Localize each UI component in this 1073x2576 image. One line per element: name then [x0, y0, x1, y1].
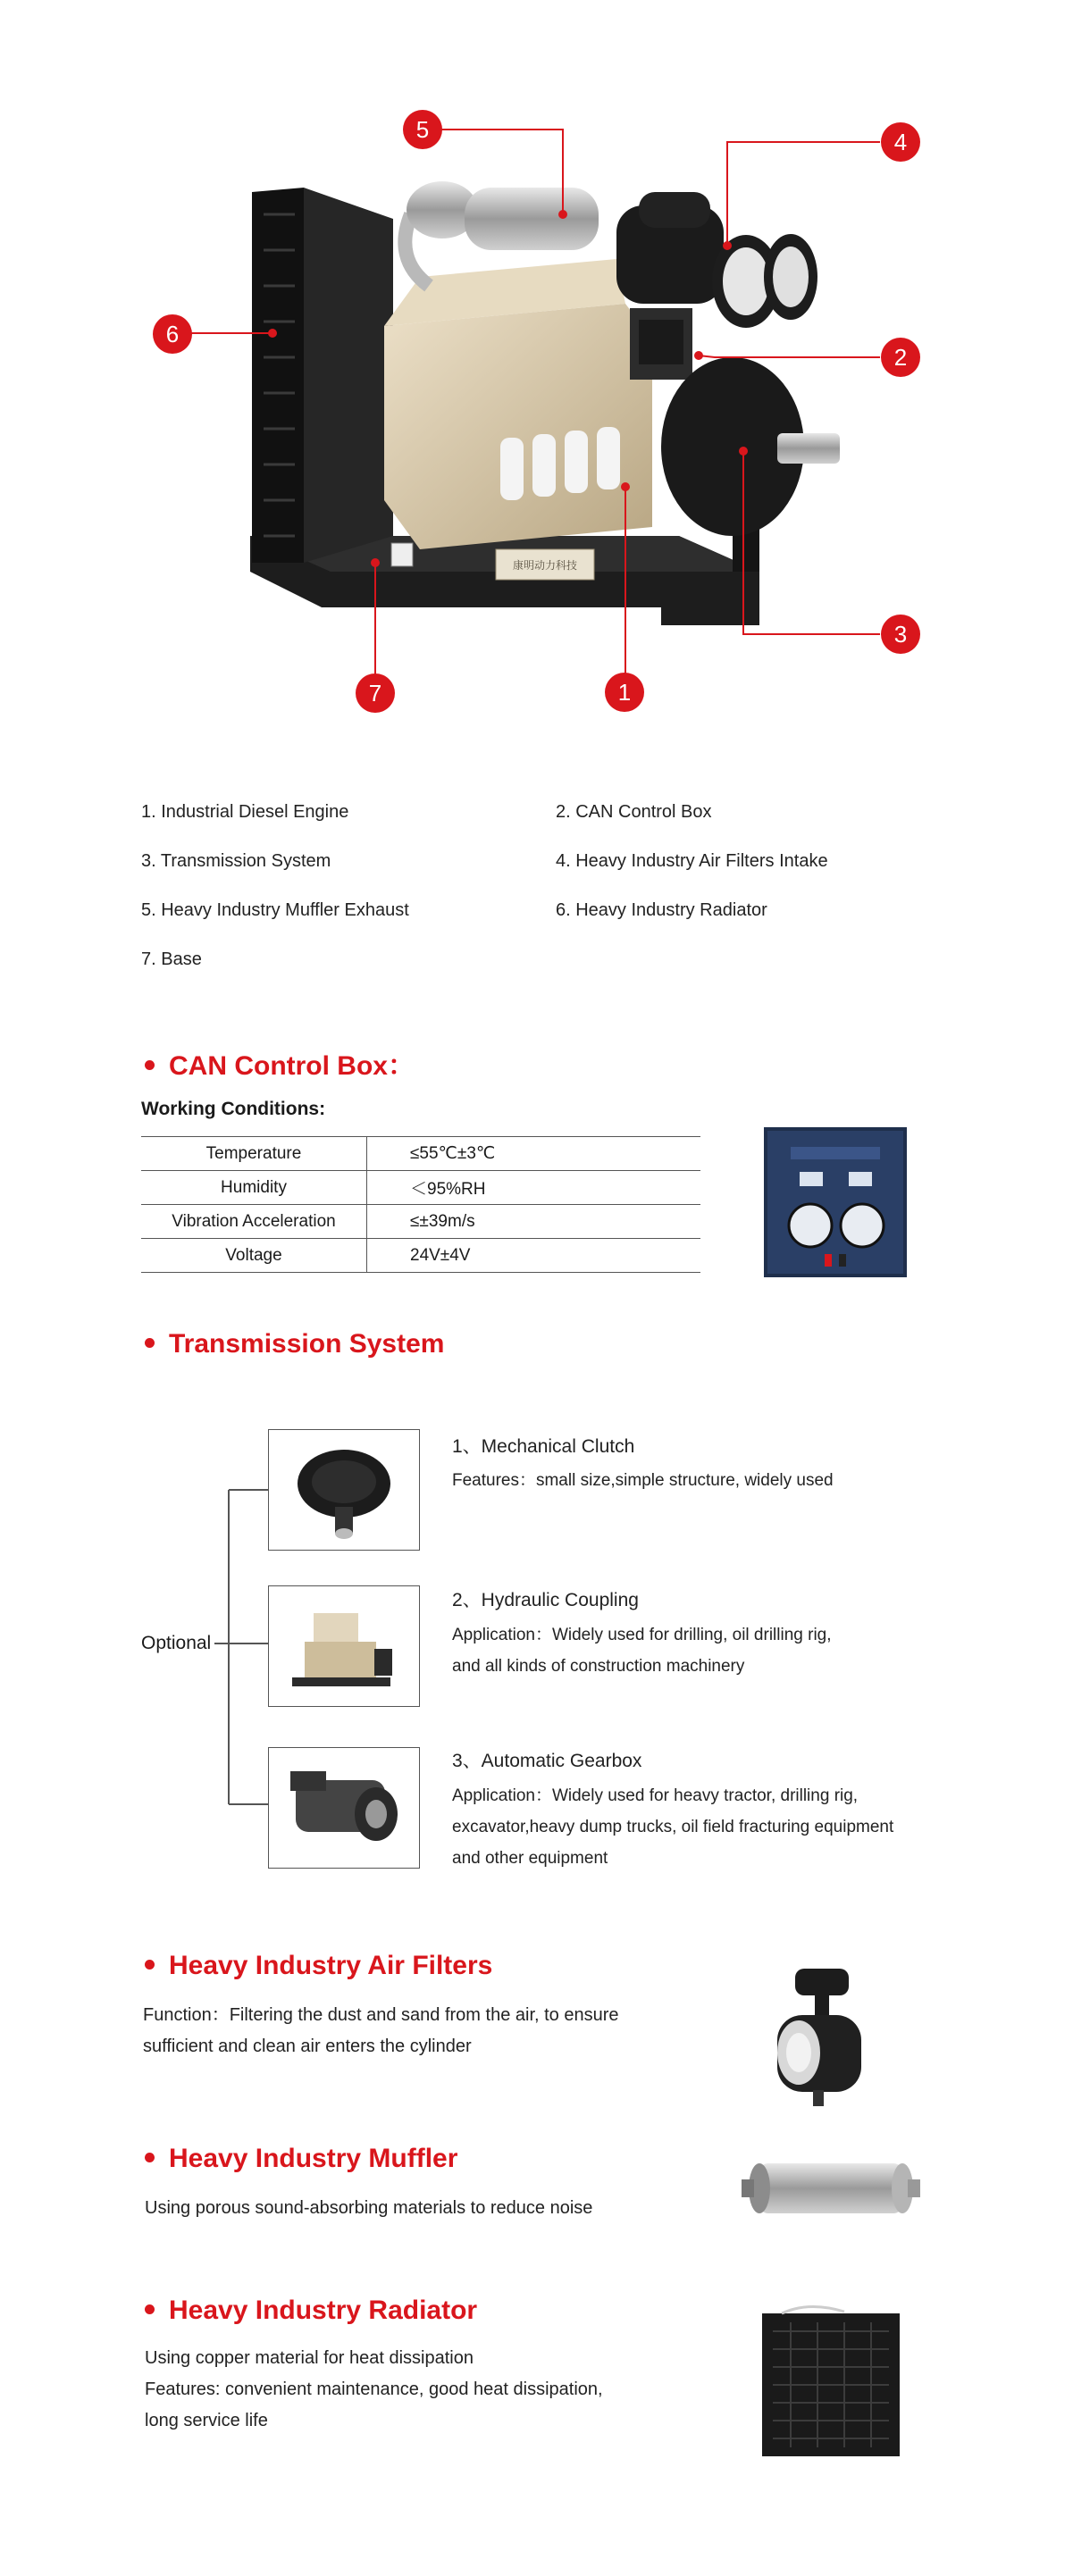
table-row	[141, 1137, 700, 1171]
transmission-title-text: Transmission System	[169, 1329, 445, 1359]
air-filters-title-text: Heavy Industry Air Filters	[169, 1951, 493, 1980]
air-filters-section-title	[145, 1951, 492, 1981]
transmission-item-2-title: 2、Hydraulic Coupling	[452, 1590, 639, 1610]
callout-5: 5	[403, 110, 442, 149]
optional-label: Optional	[141, 1633, 212, 1653]
transmission-item-3-desc-line-3: and other equipment	[452, 1849, 608, 1868]
transmission-item-3-desc-line-1: Application：Widely used for heavy tractor, drilling rig,	[452, 1786, 859, 1805]
air-filter-image	[768, 1965, 876, 2117]
radiator-desc-line-2: Features: convenient maintenance, good heat dissipation,	[145, 2379, 603, 2399]
can-section-title	[145, 1043, 415, 1083]
bullet-dot	[145, 1338, 155, 1348]
condition-value: ≤±39m/s	[367, 1205, 701, 1239]
optional-bracket	[214, 1483, 270, 1813]
table-row	[141, 1205, 700, 1239]
bullet-dot	[145, 2153, 155, 2162]
callout-3: 3	[881, 615, 920, 654]
air-filters-desc-line-2: sufficient and clean air enters the cylinder	[143, 2037, 472, 2056]
radiator-section-title	[145, 2296, 477, 2326]
radiator-image	[755, 2304, 907, 2465]
radiator-title-text: Heavy Industry Radiator	[169, 2296, 478, 2325]
condition-value: ≤55℃±3℃	[367, 1137, 701, 1171]
muffler-image	[742, 2144, 920, 2233]
legend-item-5: 5. Heavy Industry Muffler Exhaust	[141, 900, 409, 920]
automatic-gearbox-image	[268, 1747, 420, 1869]
working-conditions-table	[141, 1136, 700, 1273]
transmission-item-2-desc-line-2: and all kinds of construction machinery	[452, 1657, 745, 1676]
legend-item-2: 2. CAN Control Box	[556, 802, 712, 822]
bullet-dot	[145, 2304, 155, 2314]
mechanical-clutch-image	[268, 1429, 420, 1551]
legend-item-1: 1. Industrial Diesel Engine	[141, 802, 349, 822]
callout-1: 1	[605, 673, 644, 712]
air-filters-desc-line-1: Function：Filtering the dust and sand from the air, to ensure	[143, 2005, 619, 2025]
can-title-text: CAN Control Box：	[169, 1051, 415, 1081]
condition-key: Vibration Acceleration	[141, 1205, 367, 1239]
muffler-title-text: Heavy Industry Muffler	[169, 2144, 458, 2173]
hydraulic-coupling-image	[268, 1585, 420, 1707]
bullet-dot	[145, 1960, 155, 1970]
condition-key: Humidity	[141, 1171, 367, 1205]
transmission-item-1-title: 1、Mechanical Clutch	[452, 1436, 635, 1457]
brand-plate: 康明动力科技	[512, 559, 578, 572]
genset-diagram	[0, 0, 1073, 732]
muffler-desc-line-1: Using porous sound-absorbing materials to reduce noise	[145, 2198, 593, 2218]
callout-4: 4	[881, 122, 920, 162]
transmission-item-2-desc-line-1: Application：Widely used for drilling, oil drilling rig,	[452, 1626, 832, 1644]
can-control-box-image	[764, 1127, 907, 1277]
muffler-section-title	[145, 2144, 457, 2174]
radiator-desc-line-1: Using copper material for heat dissipation	[145, 2348, 474, 2368]
legend-item-4: 4. Heavy Industry Air Filters Intake	[556, 851, 828, 871]
callout-7: 7	[356, 673, 395, 713]
condition-value: ＜95%RH	[367, 1171, 701, 1205]
transmission-item-1-desc: Features：small size,simple structure, widely used	[452, 1471, 834, 1490]
working-conditions-label: Working Conditions:	[141, 1099, 326, 1119]
bullet-dot	[145, 1060, 155, 1070]
callout-6: 6	[153, 314, 192, 354]
table-row	[141, 1239, 700, 1273]
transmission-item-3-desc-line-2: excavator,heavy dump trucks, oil field fracturing equipment	[452, 1818, 894, 1836]
transmission-section-title	[145, 1329, 444, 1359]
legend-item-7: 7. Base	[141, 949, 202, 969]
condition-key: Temperature	[141, 1137, 367, 1171]
table-row	[141, 1171, 700, 1205]
condition-key: Voltage	[141, 1239, 367, 1273]
callout-2: 2	[881, 338, 920, 377]
transmission-item-3-title: 3、Automatic Gearbox	[452, 1751, 642, 1771]
legend-item-3: 3. Transmission System	[141, 851, 331, 871]
legend-item-6: 6. Heavy Industry Radiator	[556, 900, 767, 920]
condition-value: 24V±4V	[367, 1239, 701, 1273]
radiator-desc-line-3: long service life	[145, 2411, 268, 2430]
